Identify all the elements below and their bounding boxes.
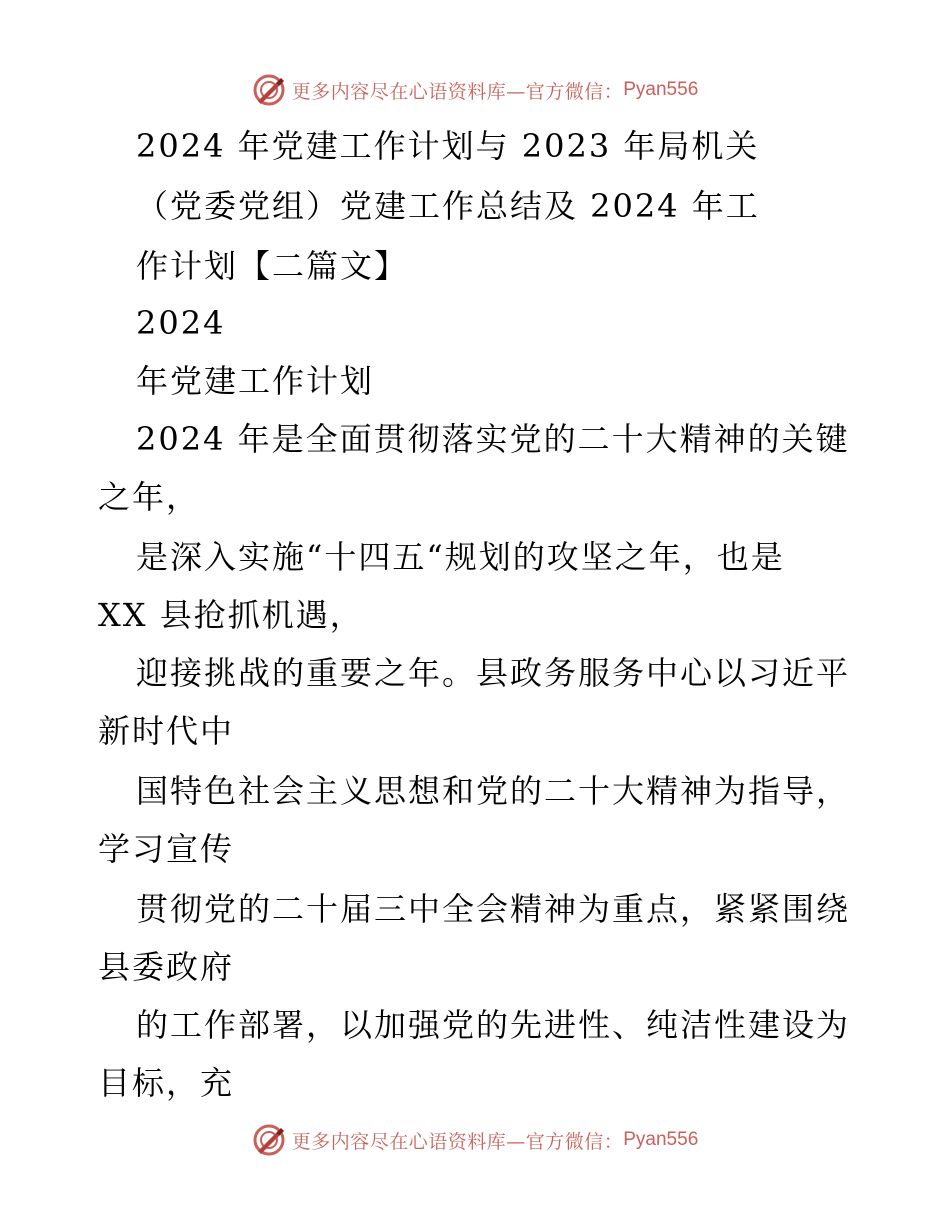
body-line: 县委政府 xyxy=(98,948,235,986)
heading-title: 年党建工作计划 xyxy=(136,362,375,400)
heading-year: 2024 xyxy=(136,304,226,342)
header-watermark xyxy=(0,70,950,110)
pen-logo-icon xyxy=(252,73,286,107)
body-line: 是深入实施“十四五“规划的攻坚之年，也是 xyxy=(136,538,785,576)
watermark-id: Pyan556 xyxy=(623,1129,699,1150)
body-line: 国特色社会主义思想和党的二十大精神为指导， xyxy=(136,772,851,810)
body-line: XX 县抢抓机遇， xyxy=(98,596,364,634)
body-line: 2024 年是全面贯彻落实党的二十大精神的关键 xyxy=(136,420,850,458)
body-line: 新时代中 xyxy=(98,712,235,750)
body-line: 贯彻党的二十届三中全会精神为重点，紧紧围绕 xyxy=(136,890,851,928)
body-line: 的工作部署，以加强党的先进性、纯洁性建设为 xyxy=(136,1006,851,1044)
watermark-id: Pyan556 xyxy=(623,79,699,100)
body-line: 目标，充 xyxy=(98,1064,235,1102)
body-line: 迎接挑战的重要之年。县政务服务中心以习近平 xyxy=(136,654,851,692)
watermark-text: 更多内容尽在心语资料库—官方微信： xyxy=(291,80,624,103)
body-line: 之年， xyxy=(98,478,201,516)
footer-watermark xyxy=(0,1120,950,1160)
title-line-2: （党委党组）党建工作总结及 2024 年工 xyxy=(136,187,760,225)
pen-logo-icon xyxy=(252,1123,286,1157)
body-line: 学习宣传 xyxy=(98,830,235,868)
watermark-text: 更多内容尽在心语资料库—官方微信： xyxy=(291,1130,624,1153)
title-line-3: 作计划【二篇文】 xyxy=(136,247,409,285)
title-line-1: 2024 年党建工作计划与 2023 年局机关 xyxy=(136,127,760,165)
